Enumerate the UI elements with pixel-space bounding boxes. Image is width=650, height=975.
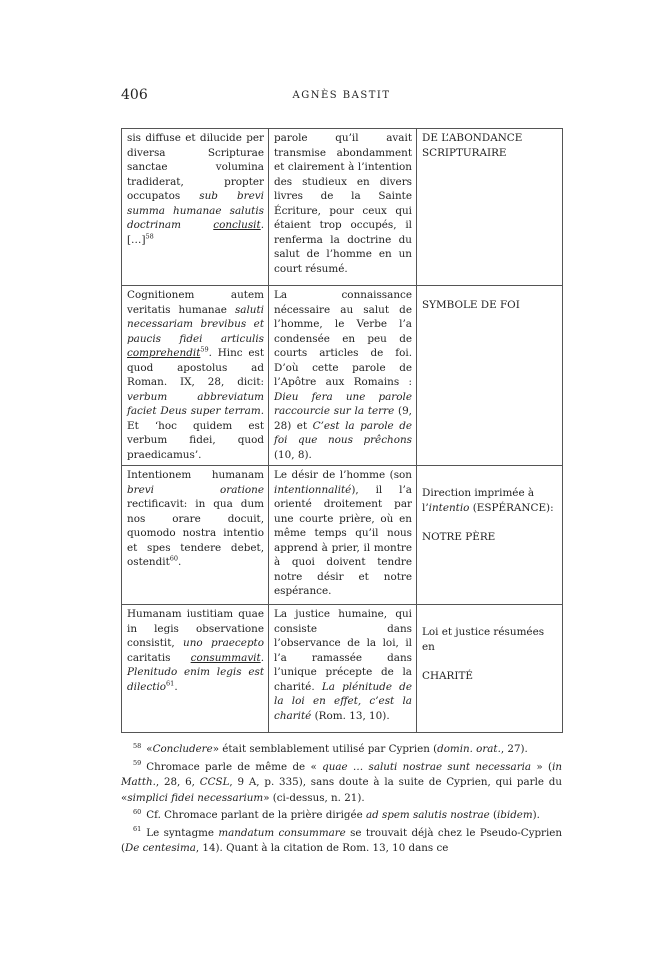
page-header <box>121 87 562 107</box>
footnote-text: Chromace parle de même de « quae … saluti nostrae sunt necessaria » (in Matth., 28, 6, CCSL, 9 A, p. 335), sans doute à la suite de Cyprien, qui parle du «simplici fidei necessarium» (ci-dessus, n. 21). <box>121 760 562 804</box>
french-cell: La connaissance nécessaire au salut de l’homme, le Verbe l’a condensée en peu de courts articles de foi. D’où cette parole de l’Apôtre aux Romains : Dieu fera une parole raccourcie sur la terre (9, 28) et C’est la parole de foi que nous prêchons (10, 8). <box>269 286 417 466</box>
theme-cell: Direction imprimée à l’intentio (ESPÉRANCE): NOTRE PÈRE <box>417 466 563 605</box>
footnote-number: 58 <box>133 741 142 750</box>
latin-cell: Cognitionem autem veritatis humanae saluti necessariam brevibus et paucis fidei articulis comprehendit$^{59}$. Hinc est quod apostolus ad Roman. IX, 28, dicit: verbum abbreviatum faciet Deus super terram. Et ‘hoc quidem est verbum fidei, quod praedicamus’. <box>122 286 269 466</box>
footnote <box>121 760 562 807</box>
footnote-text: Le syntagme mandatum consummare se trouvait déjà chez le Pseudo-Cyprien (De centesima, 14). Quant à la citation de Rom. 13, 10 dans ce <box>121 826 563 854</box>
page-number: 406 <box>121 87 148 103</box>
footnotes <box>121 742 562 859</box>
theme-cell: Loi et justice résumées en CHARITÉ <box>417 605 563 733</box>
theme-cell: DE L’ABONDANCE SCRIPTURAIRE <box>417 129 563 286</box>
french-cell: La justice humaine, qui consiste dans l’observance de la loi, il l’a ramassée dans l’unique précepte de la charité. La plénitude de la loi en effet, c’est la charité (Rom. 13, 10). <box>269 605 417 733</box>
latin-cell: sis diffuse et dilucide per diversa Scripturae sanctae volumina tradiderat, propter occupatos sub brevi summa humanae salutis doctrinam conclusit. […]$^{58}$ <box>122 129 269 286</box>
footnote <box>121 742 562 758</box>
table-row <box>122 605 563 733</box>
footnote-text: Cf. Chromace parlant de la prière dirigée ad spem salutis nostrae (ibidem). <box>146 809 540 821</box>
theme-cell: SYMBOLE DE FOI <box>417 286 563 466</box>
footnote-number: 60 <box>133 807 142 816</box>
footnote-number: 59 <box>133 759 142 768</box>
table-row <box>122 129 563 286</box>
footnote <box>121 826 562 857</box>
footnote-number: 61 <box>133 825 142 834</box>
latin-cell: Humanam iustitiam quae in legis observatione consistit, uno praecepto caritatis consummavit. Plenitudo enim legis est dilectio$^{61}$. <box>122 605 269 733</box>
table-row <box>122 286 563 466</box>
parallel-text-table <box>121 128 563 733</box>
french-cell: Le désir de l’homme (son intentionnalité), il l’a orienté droitement par une courte prière, où en même temps qu’il nous apprend à prier, il montre à quoi doivent tendre notre désir et notre espérance. <box>269 466 417 605</box>
running-title: AGNÈS BASTIT <box>292 90 391 101</box>
table-row <box>122 466 563 605</box>
footnote <box>121 808 562 824</box>
footnote-text: «Concludere» était semblablement utilisé par Cyprien (domin. orat., 27). <box>146 743 528 755</box>
latin-cell: Intentionem humanam brevi oratione rectificavit: in qua dum nos orare docuit, quomodo nostra intentio et spes tendere debet, ostendit$^{60}$. <box>122 466 269 605</box>
french-cell: parole qu’il avait transmise abondamment et clairement à l’intention des studieux en divers livres de la Sainte Écriture, pour ceux qui étaient trop occupés, il renferma la doctrine du salut de l’homme en un court résumé. <box>269 129 417 286</box>
